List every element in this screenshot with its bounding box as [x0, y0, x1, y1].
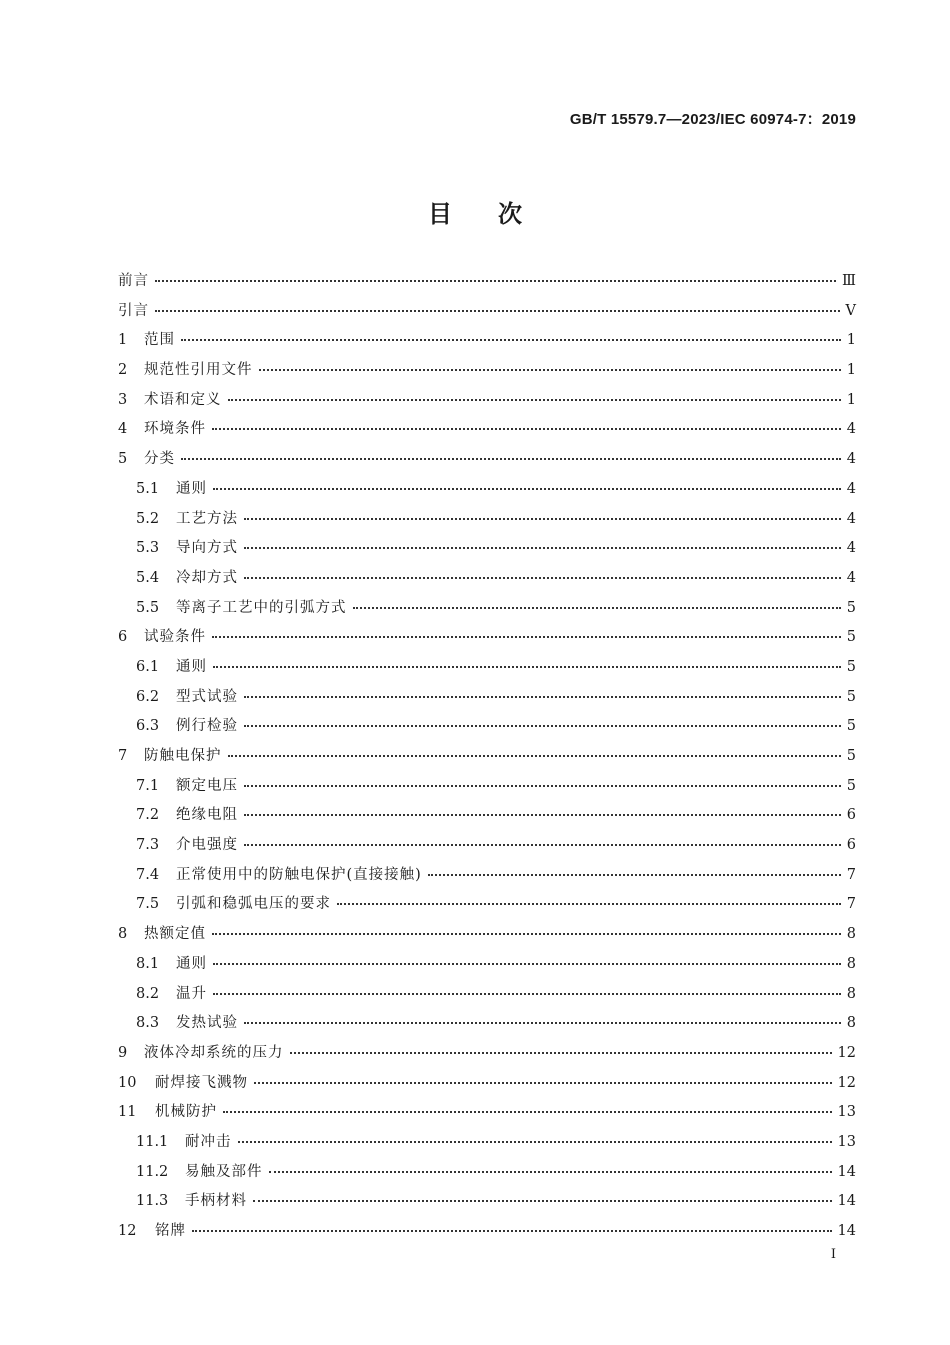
dot-leader	[244, 843, 841, 846]
toc-entry-number: 8.3	[136, 1015, 160, 1032]
toc-entry-page: 5	[846, 688, 856, 705]
toc-entry-label: 温升	[176, 985, 207, 1002]
toc-entry[interactable]	[118, 1219, 856, 1249]
toc-entry[interactable]	[118, 536, 856, 566]
dot-leader	[244, 576, 841, 579]
toc-entry-label: 通则	[176, 658, 207, 675]
toc-entry[interactable]	[118, 388, 856, 418]
toc-entry-label: 冷却方式	[176, 569, 238, 586]
toc-entry-number: 5.2	[136, 510, 160, 527]
toc-entry[interactable]	[118, 447, 856, 477]
toc-entry-label: 绝缘电阻	[176, 807, 238, 824]
toc-entry[interactable]	[118, 952, 856, 982]
toc-entry-number: 8.2	[136, 985, 160, 1002]
toc-entry-number: 7	[118, 748, 128, 764]
toc-entry[interactable]	[118, 1130, 856, 1160]
toc-entry[interactable]	[118, 625, 856, 655]
toc-entry-label: 发热试验	[176, 1015, 238, 1032]
toc-entry-page: 8	[846, 926, 856, 943]
dot-leader	[254, 1081, 832, 1084]
toc-entry[interactable]	[118, 803, 856, 833]
toc-entry-page: 12	[837, 1044, 856, 1061]
dot-leader	[212, 427, 841, 430]
toc-entry[interactable]	[118, 269, 856, 299]
dot-leader	[269, 1170, 832, 1173]
toc-entry-label: 机械防护	[155, 1104, 217, 1121]
toc-entry-number: 5	[118, 451, 128, 468]
dot-leader	[259, 368, 841, 371]
dot-leader	[212, 932, 841, 935]
dot-leader	[192, 1229, 832, 1232]
toc-entry-label: 术语和定义	[144, 391, 222, 408]
toc-entry-page: 6	[846, 837, 856, 854]
toc-entry-label: 导向方式	[176, 540, 238, 557]
toc-entry-number: 5.1	[136, 480, 160, 497]
dot-leader	[213, 487, 841, 490]
toc-entry-label: 环境条件	[144, 421, 206, 438]
toc-entry-label: 分类	[144, 451, 175, 468]
toc-entry[interactable]	[118, 655, 856, 685]
toc-entry-page: 1	[846, 391, 856, 408]
toc-entry-label: 试验条件	[144, 629, 206, 646]
toc-entry-number: 5.3	[136, 540, 160, 557]
dot-leader	[244, 695, 841, 698]
page-title: 目次	[428, 200, 568, 228]
dot-leader	[244, 1021, 841, 1024]
toc-entry-number: 7.2	[136, 807, 160, 824]
dot-leader	[244, 813, 841, 816]
toc-entry[interactable]	[118, 328, 856, 358]
toc-entry-number: 8	[118, 926, 128, 943]
toc-entry-page: 4	[846, 451, 856, 468]
toc-entry-number: 12	[118, 1223, 137, 1239]
dot-leader	[213, 665, 841, 668]
toc-entry-page: 4	[846, 540, 856, 557]
dot-leader	[337, 902, 841, 905]
toc-entry-number: 7.5	[136, 896, 160, 913]
toc-entry-label: 规范性引用文件	[144, 362, 253, 379]
toc-entry-label: 热额定值	[144, 926, 206, 943]
toc-entry[interactable]	[118, 1189, 856, 1219]
dot-leader	[244, 784, 841, 787]
toc-entry-label: 耐焊接飞溅物	[155, 1074, 248, 1091]
toc-entry[interactable]	[118, 299, 856, 329]
toc-entry[interactable]	[118, 566, 856, 596]
toc-entry-number: 11	[118, 1104, 137, 1121]
toc-entry[interactable]	[118, 1071, 856, 1101]
toc-entry-page: 13	[837, 1133, 856, 1150]
toc-entry-number: 9	[118, 1044, 128, 1061]
toc-entry-number: 1	[118, 332, 128, 349]
toc-entry-number: 7.3	[136, 837, 160, 854]
toc-entry-page: 6	[846, 807, 856, 824]
toc-entry-number: 6.3	[136, 718, 160, 735]
toc-entry[interactable]	[118, 685, 856, 715]
toc-entry-page: 8	[846, 1015, 856, 1032]
toc-entry-label: 例行检验	[176, 718, 238, 735]
toc-entry-page: Ⅲ	[842, 273, 856, 289]
standard-number: GB/T 15579.7—2023/IEC 60974-7：2019	[569, 111, 856, 128]
toc-entry-number: 11.3	[136, 1193, 169, 1210]
toc-entry-page: 5	[846, 658, 856, 675]
dot-leader	[213, 992, 841, 995]
toc-entry[interactable]	[118, 982, 856, 1012]
dot-leader	[244, 517, 841, 520]
toc-entry-page: 14	[837, 1223, 856, 1239]
toc-entry-page: 13	[837, 1104, 856, 1121]
toc-entry[interactable]	[118, 1011, 856, 1041]
toc-entry[interactable]	[118, 833, 856, 863]
toc-entry-label: 引言	[118, 302, 149, 319]
dot-leader	[181, 457, 841, 460]
toc-entry-page: 8	[846, 985, 856, 1002]
toc-entry-number: 11.2	[136, 1163, 169, 1180]
page-number: I	[830, 1247, 836, 1262]
toc-entry[interactable]	[118, 596, 856, 626]
toc-entry-label: 型式试验	[176, 688, 238, 705]
dot-leader	[244, 724, 841, 727]
toc-entry-page: 14	[837, 1163, 856, 1180]
toc-entry-number: 6	[118, 629, 128, 646]
dot-leader	[253, 1199, 832, 1202]
toc-entry-number: 6.2	[136, 688, 160, 705]
toc-entry[interactable]	[118, 417, 856, 447]
toc-entry-label: 通则	[176, 480, 207, 497]
toc-entry[interactable]	[118, 922, 856, 952]
toc-entry-page: 4	[846, 510, 856, 527]
toc-entry-label: 耐冲击	[185, 1133, 232, 1150]
toc-entry-number: 6.1	[136, 658, 160, 675]
dot-leader	[228, 754, 841, 757]
toc-entry[interactable]	[118, 1041, 856, 1071]
dot-leader	[223, 1110, 832, 1113]
toc-entry-page: 5	[846, 599, 856, 616]
toc-entry[interactable]	[118, 774, 856, 804]
toc-entry[interactable]	[118, 1100, 856, 1130]
toc-entry[interactable]	[118, 863, 856, 893]
toc-entry-page: 14	[837, 1193, 856, 1210]
dot-leader	[213, 962, 841, 965]
toc-entry-number: 4	[118, 421, 128, 438]
toc-entry-label: 正常使用中的防触电保护(直接接触)	[176, 866, 422, 883]
toc-entry-page: 7	[846, 896, 856, 913]
toc-entry-page: 5	[846, 777, 856, 794]
toc-entry-page: 8	[846, 955, 856, 972]
toc-entry-label: 手柄材料	[185, 1193, 247, 1210]
toc-entry-number: 8.1	[136, 955, 160, 972]
toc-entry[interactable]	[118, 892, 856, 922]
toc-entry[interactable]	[118, 507, 856, 537]
toc-entry-label: 液体冷却系统的压力	[144, 1044, 284, 1061]
toc-entry-number: 5.4	[136, 569, 160, 586]
dot-leader	[155, 279, 836, 282]
toc-entry-label: 引弧和稳弧电压的要求	[176, 896, 331, 913]
toc-entry-page: 1	[846, 362, 856, 379]
toc-entry[interactable]	[118, 477, 856, 507]
dot-leader	[290, 1051, 832, 1054]
toc-entry-label: 前言	[118, 273, 149, 289]
toc-entry-number: 3	[118, 391, 128, 408]
toc-entry-label: 易触及部件	[185, 1163, 263, 1180]
toc-entry-number: 11.1	[136, 1133, 169, 1150]
toc-entry-number: 5.5	[136, 599, 160, 616]
toc-entry-label: 范围	[144, 332, 175, 349]
dot-leader	[353, 606, 841, 609]
dot-leader	[228, 398, 841, 401]
toc-entry-number: 10	[118, 1074, 137, 1091]
toc-entry-page: 4	[846, 569, 856, 586]
toc-entry-page: 5	[846, 748, 856, 764]
dot-leader	[238, 1140, 832, 1143]
toc-entry-page: 1	[846, 332, 856, 349]
toc-entry-number: 7.4	[136, 866, 160, 883]
dot-leader	[181, 338, 841, 341]
toc-entry-label: 额定电压	[176, 777, 238, 794]
dot-leader	[212, 635, 841, 638]
toc-entry-page: 5	[846, 629, 856, 646]
dot-leader	[155, 309, 840, 312]
toc-entry-label: 工艺方法	[176, 510, 238, 527]
toc-entry[interactable]	[118, 744, 856, 774]
toc-entry-page: 5	[846, 718, 856, 735]
toc-entry-page: 7	[846, 866, 856, 883]
dot-leader	[244, 546, 841, 549]
toc-entry-page: 12	[837, 1074, 856, 1091]
toc-entry[interactable]	[118, 714, 856, 744]
toc-entry[interactable]	[118, 1160, 856, 1190]
toc-entry-page: Ⅴ	[845, 302, 856, 319]
dot-leader	[428, 873, 841, 876]
toc-entry-label: 铭牌	[155, 1223, 186, 1239]
toc-entry-label: 防触电保护	[144, 748, 222, 764]
toc-entry-label: 介电强度	[176, 837, 238, 854]
toc-entry-label: 等离子工艺中的引弧方式	[176, 599, 347, 616]
toc-entry-page: 4	[846, 480, 856, 497]
toc-entry-label: 通则	[176, 955, 207, 972]
toc-entry[interactable]	[118, 358, 856, 388]
toc-entry-number: 2	[118, 362, 128, 379]
toc-entry-number: 7.1	[136, 777, 160, 794]
toc-entry-page: 4	[846, 421, 856, 438]
table-of-contents	[118, 269, 856, 1249]
